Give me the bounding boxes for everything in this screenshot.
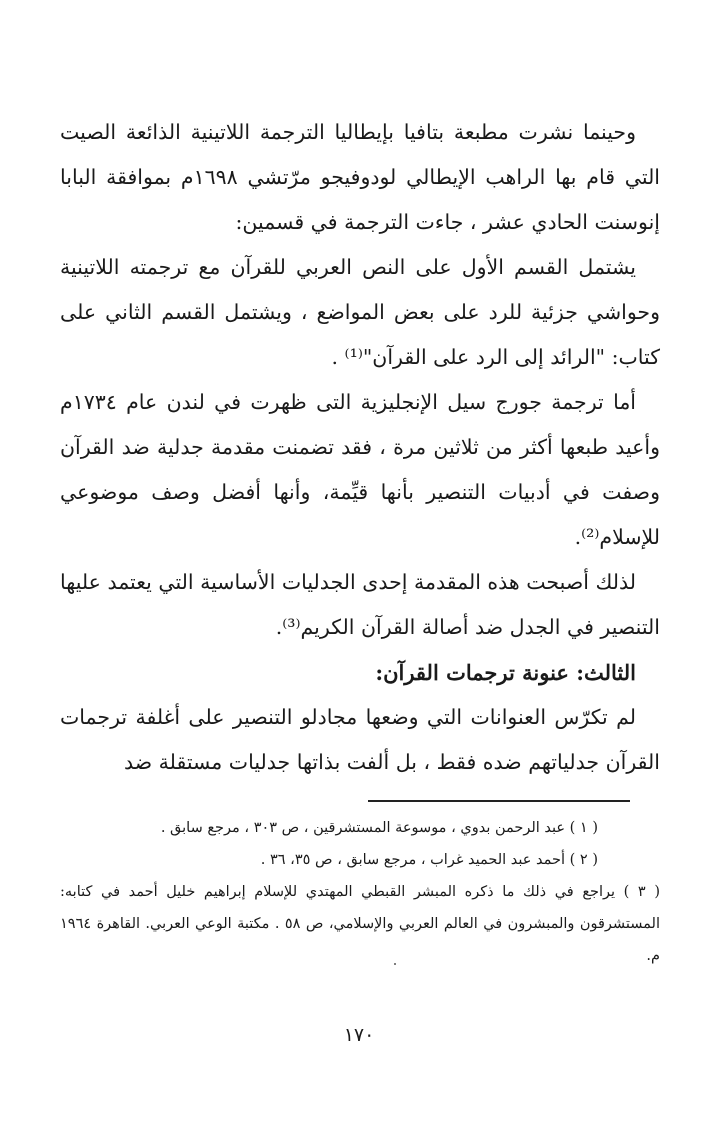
footnotes bbox=[60, 812, 660, 972]
paragraph-introduction-polemic: لذلك أصبحت هذه المقدمة إحدى الجدليات الأساسية التي يعتمد عليها التنصير في الجدل ضد أصالة القرآن الكريم⁽³⁾. bbox=[60, 570, 660, 639]
footnote-3: ( ٣ ) يراجع في ذلك ما ذكره المبشر القبطي المهتدي للإسلام إبراهيم خليل أحمد في كتابه: المستشرقون والمبشرون في العالم العربي والإسلامي، ص ٥٨ . مكتبة الوعي العربي. القاهرة ١٩٦٤ م. bbox=[60, 884, 660, 964]
paragraph-two-sections: يشتمل القسم الأول على النص العربي للقرآن مع ترجمته اللاتينية وحواشي جزئية للرد على بعض المواضع ، ويشتمل القسم الثاني على كتاب: "الرائد إلى الرد على القرآن"⁽¹⁾ . bbox=[60, 255, 660, 369]
paragraph-george-sale: أما ترجمة جورج سيل الإنجليزية التى ظهرت في لندن عام ١٧٣٤م وأعيد طبعها أكثر من ثلاثين مرة ، فقد تضمنت مقدمة جدلية ضد القرآن وصفت في أدبيات التنصير بأنها قيِّمة، وأنها أفضل وصف موضوعي للإسلام⁽²⁾. bbox=[60, 390, 660, 549]
print-speck bbox=[394, 963, 396, 965]
body-text bbox=[60, 110, 660, 785]
section-heading: الثالث: عنونة ترجمات القرآن: bbox=[375, 660, 636, 685]
paragraph-titles: لم تكرّس العنوانات التي وضعها مجادلو التنصير على أغلفة ترجمات القرآن جدلياتهم ضده فقط ، بل ألفت بذاتها جدليات مستقلة ضد bbox=[60, 705, 660, 774]
page-number: ١٧٠ bbox=[343, 1024, 375, 1046]
footnote-divider bbox=[368, 800, 630, 802]
paragraph-printing-history: وحينما نشرت مطبعة بتافيا بإيطاليا الترجمة اللاتينية الذائعة الصيت التي قام بها الراهب الإيطالي لودوفيجو مرّتشي ١٦٩٨م بموافقة البابا إنوسنت الحادي عشر ، جاءت الترجمة في قسمين: bbox=[60, 120, 661, 234]
footnote-2: ( ٢ ) أحمد عبد الحميد غراب ، مرجع سابق ، ص ٣٥، ٣٦ . bbox=[260, 852, 598, 868]
footnote-1: ( ١ ) عبد الرحمن بدوي ، موسوعة المستشرقين ، ص ٣٠٣ ، مرجع سابق . bbox=[160, 820, 598, 836]
